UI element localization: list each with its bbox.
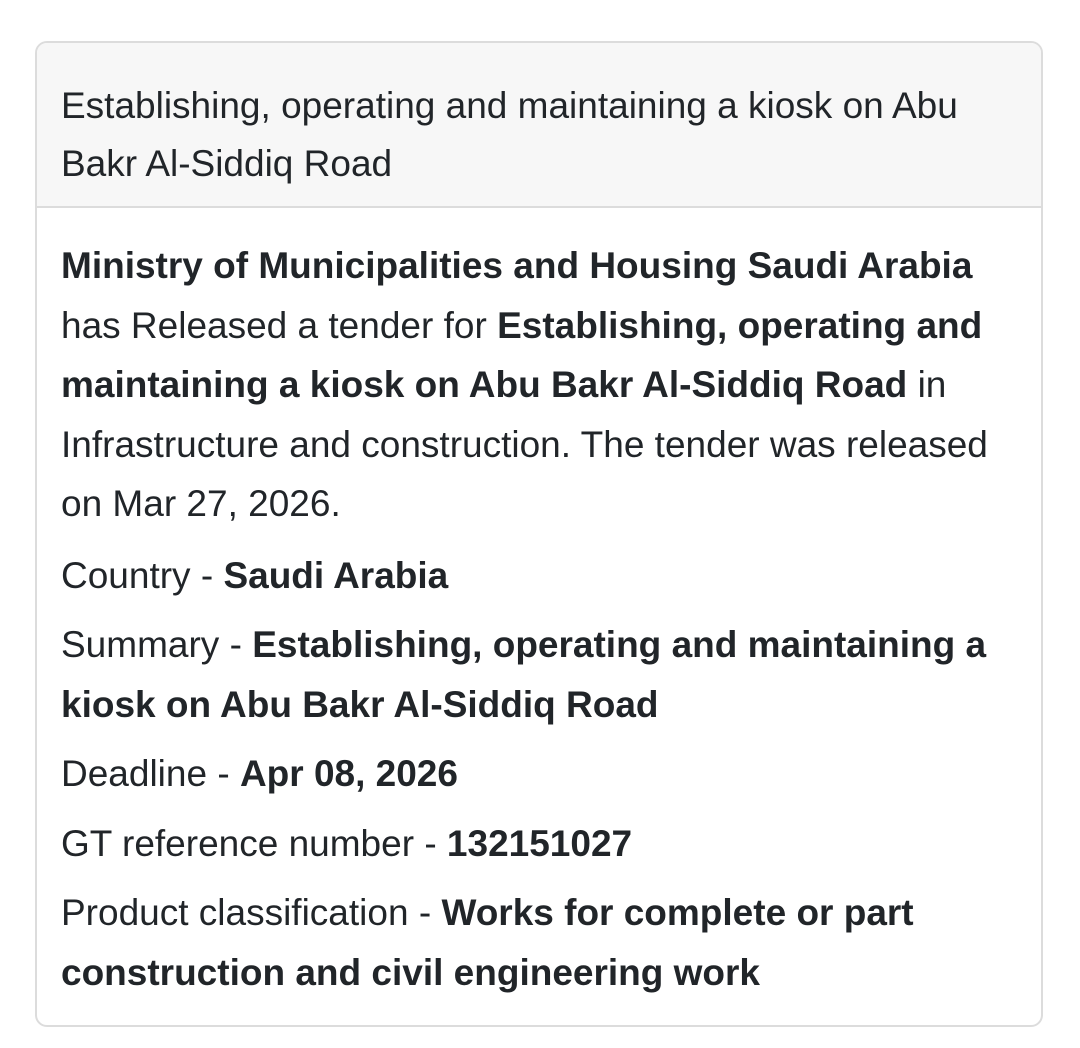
field-reference — [61, 814, 1017, 874]
tender-title: Establishing, operating and maintaining a kiosk on Abu Bakr Al-Siddiq Road — [61, 85, 958, 184]
intro-text-released: has Released a tender for — [61, 304, 498, 346]
intro-sector-sentence: Infrastructure and construction. The tender was released on Mar 27, 2026. — [61, 423, 988, 524]
tender-card-header — [37, 43, 1041, 208]
field-classification-value: Works for complete or part construction and civil engineering work — [61, 892, 914, 993]
tender-intro — [61, 236, 1017, 534]
intro-text-in: in — [907, 364, 947, 405]
field-reference-value: 132151027 — [446, 822, 633, 864]
field-classification-label: Product classification - — [61, 892, 442, 933]
field-deadline — [61, 744, 1017, 804]
field-deadline-value: Apr 08, 2026 — [239, 753, 458, 794]
tender-card — [35, 41, 1043, 1027]
organization-name: Ministry of Municipalities and Housing Saudi Arabia — [61, 245, 973, 286]
field-classification — [61, 883, 1017, 1002]
field-country — [61, 546, 1017, 606]
field-country-value: Saudi Arabia — [223, 554, 449, 596]
tender-card-body — [37, 208, 1041, 1002]
field-reference-label: GT reference number - — [61, 822, 447, 864]
intro-tender-title: Establishing, operating and maintaining a kiosk on Abu Bakr Al-Siddiq Road — [61, 304, 983, 405]
field-summary — [61, 615, 1017, 734]
field-summary-value: Establishing, operating and maintaining a kiosk on Abu Bakr Al-Siddiq Road — [61, 624, 987, 725]
field-summary-label: Summary - — [61, 624, 253, 665]
field-country-label: Country - — [61, 554, 224, 596]
field-deadline-label: Deadline - — [61, 753, 240, 794]
